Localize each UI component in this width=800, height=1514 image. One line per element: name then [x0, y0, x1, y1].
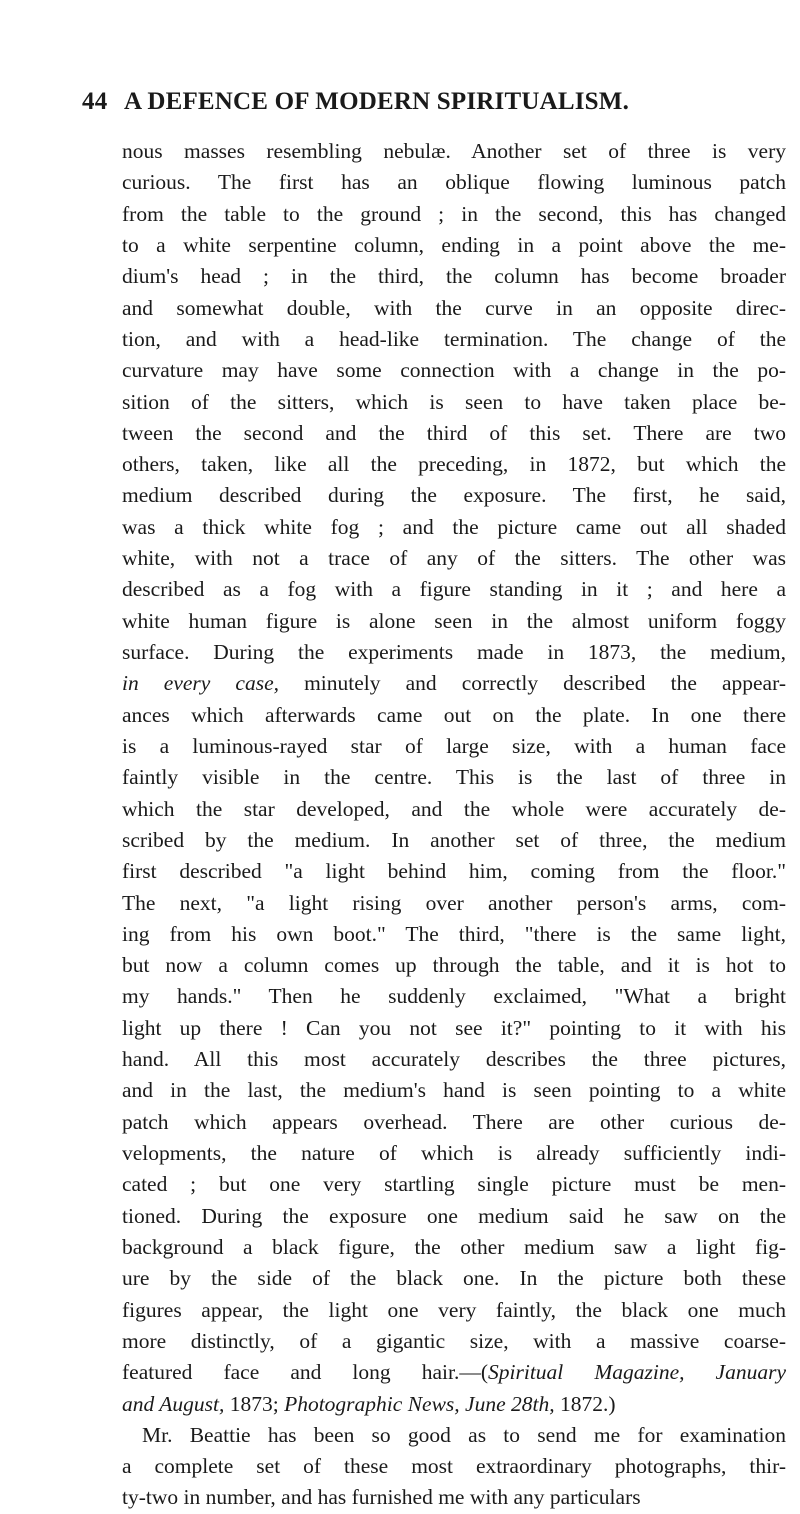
- text-line: velopments, the nature of which is already sufficiently indi-: [122, 1141, 786, 1165]
- text-line: [122, 668, 786, 699]
- page-number: 44: [82, 88, 108, 115]
- text-line: was a thick white fog ; and the picture came out all shaded: [122, 514, 786, 539]
- text-line: Mr. Beattie has been so good as to send me for examination: [142, 1422, 786, 1447]
- text-span: minutely and correctly described the appear-: [279, 671, 786, 696]
- text-line: tion, and with a head-like termination. The change of the: [122, 326, 786, 351]
- text-line: my hands." Then he suddenly exclaimed, "What a bright: [122, 984, 786, 1009]
- emphasis-text: in every case,: [122, 671, 279, 696]
- text-line: tween the second and the third of this set. There are two: [122, 420, 786, 445]
- running-title: A DEFENCE OF MODERN SPIRITUALISM.: [124, 88, 630, 115]
- text-line: white human figure is alone seen in the almost uniform foggy: [122, 608, 786, 633]
- text-line: which the star developed, and the whole were accurately de-: [122, 796, 786, 821]
- citation-dash: —(: [459, 1360, 488, 1385]
- text-line: tioned. During the exposure one medium said he saw on the: [122, 1203, 786, 1228]
- text-line: The next, "a light rising over another person's arms, com-: [122, 890, 786, 915]
- text-line: nous masses resembling nebulæ. Another set of three is very: [122, 139, 786, 163]
- text-line: white, with not a trace of any of the sitters. The other was: [122, 546, 786, 571]
- citation-year: 1873;: [224, 1391, 285, 1416]
- text-line: faintly visible in the centre. This is the last of three in: [122, 765, 786, 790]
- text-line: background a black figure, the other medium saw a light fig-: [122, 1234, 786, 1259]
- text-line: ing from his own boot." The third, "there is the same light,: [122, 921, 786, 946]
- citation-source-continued: and August,: [122, 1391, 225, 1416]
- text-line: ure by the side of the black one. In the picture both these: [122, 1266, 786, 1291]
- text-line: surface. During the experiments made in 1873, the medium,: [122, 640, 786, 664]
- text-line: ances which afterwards came out on the plate. In one there: [122, 702, 786, 727]
- text-line: [122, 1389, 786, 1420]
- text-line: ty-two in number, and has furnished me with any particulars: [122, 1485, 641, 1510]
- text-line: others, taken, like all the preceding, in 1872, but which the: [122, 452, 786, 477]
- text-line: figures appear, the light one very faintly, the black one much: [122, 1297, 786, 1322]
- text-line: [122, 1357, 786, 1388]
- text-line: more distinctly, of a gigantic size, with a massive coarse-: [122, 1328, 786, 1353]
- text-line: dium's head ; in the third, the column has become broader: [122, 264, 786, 289]
- text-line: curvature may have some connection with a change in the po-: [122, 358, 786, 383]
- text-line: and somewhat double, with the curve in an opposite direc-: [122, 295, 786, 320]
- text-line: curious. The first has an oblique flowing luminous patch: [122, 170, 786, 195]
- text-line: and in the last, the medium's hand is seen pointing to a white: [122, 1078, 786, 1103]
- text-line: hand. All this most accurately describes the three pictures,: [122, 1047, 786, 1072]
- text-line: is a luminous-rayed star of large size, with a human face: [122, 733, 786, 758]
- text-line: light up there ! Can you not see it?" pointing to it with his: [122, 1015, 786, 1040]
- text-line: from the table to the ground ; in the second, this has changed: [122, 201, 786, 226]
- citation-year: 1872.): [554, 1391, 616, 1416]
- text-line: first described "a light behind him, coming from the floor.": [122, 859, 786, 884]
- text-line: to a white serpentine column, ending in a point above the me-: [122, 232, 786, 257]
- text-line: described as a fog with a figure standing in it ; and here a: [122, 577, 786, 602]
- text-line: cated ; but one very startling single picture must be men-: [122, 1172, 786, 1197]
- text-line: but now a column comes up through the table, and it is hot to: [122, 953, 786, 978]
- text-line: sition of the sitters, which is seen to have taken place be-: [122, 389, 786, 414]
- text-span: featured face and long hair.: [122, 1360, 460, 1385]
- text-line: patch which appears overhead. There are other curious de-: [122, 1109, 786, 1134]
- citation-source: Photographic News, June 28th,: [284, 1391, 555, 1416]
- text-line: a complete set of these most extraordinary photographs, thir-: [122, 1454, 786, 1479]
- body-text: [122, 136, 786, 1514]
- running-head: [82, 88, 722, 122]
- text-line: medium described during the exposure. The first, he said,: [122, 483, 786, 508]
- text-line: scribed by the medium. In another set of three, the medium: [122, 827, 786, 852]
- citation-source: Spiritual Magazine, January: [488, 1360, 786, 1385]
